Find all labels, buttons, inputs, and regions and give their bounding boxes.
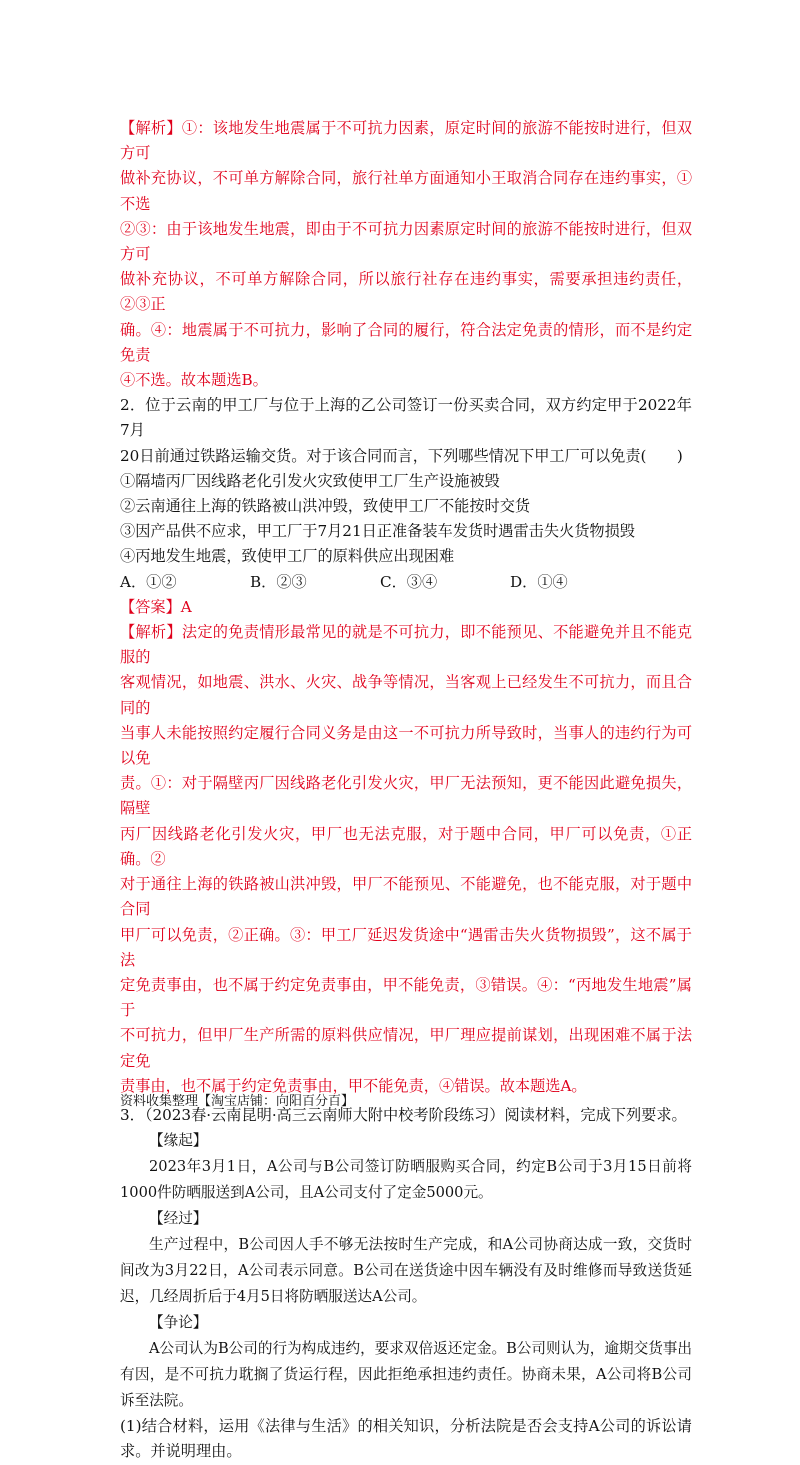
analysis-q1 [120, 116, 692, 393]
section-tag-process: 【经过】 [149, 1210, 208, 1228]
statement-item: ①隔墙丙厂因线路老化引发火灾致使甲工厂生产设施被毁 [120, 471, 500, 490]
page-footer: 资料收集整理【淘宝店铺：向阳百分百】 [120, 1094, 355, 1109]
section-tag-origin: 【缘起】 [149, 1132, 208, 1150]
statement-item: ②云南通往上海的铁路被山洪冲毁，致使甲工厂不能按时交货 [120, 497, 531, 516]
analysis-line: 不可抗力，但甲厂生产所需的原料供应情况，甲厂理应提前谋划，出现困难不属于法定免 [120, 1026, 692, 1070]
analysis-line: 确。④：地震属于不可抗力，影响了合同的履行，符合法定免责的情形，而不是约定免责 [120, 320, 692, 364]
analysis-line: 定免责事由，也不属于约定免责事由，甲不能免责，③错误。④：“丙地发生地震”属于 [120, 975, 692, 1020]
option-d: D．①④ [510, 572, 568, 591]
material-process: 生产过程中，B公司因人手不够无法按时生产完成，和A公司协商达成一致，交货时间改为3月22日，A公司表示同意。B公司在送货途中因车辆没有及时维修而导致送货延迟，几经周折后于4月5日将防晒服送达A公司。 [120, 1236, 692, 1306]
answer-key: 【答案】A [120, 597, 192, 616]
analysis-line: 责事由，也不属于约定免责事由，甲不能免责，④错误。故本题选A。 [120, 1076, 587, 1095]
question-2 [120, 393, 692, 1099]
analysis-line: ②③：由于该地发生地震，即由于不可抗力因素原定时间的旅游不能按时进行，但双方可 [120, 219, 692, 264]
document-page [120, 116, 692, 1465]
option-b: B．②③ [250, 572, 307, 591]
section-tag-dispute: 【争论】 [149, 1314, 208, 1332]
analysis-line: 做补充协议，不可单方解除合同，旅行社单方面通知小王取消合同存在违约事实，①不选 [120, 169, 692, 213]
material-dispute: A公司认为B公司的行为构成违约，要求双倍返还定金。B公司则认为，逾期交货事出有因，是不可抗力耽搁了货运行程，因此拒绝承担违约责任。协商未果，A公司将B公司诉至法院。 [120, 1340, 692, 1410]
question-stem-line: 2．位于云南的甲工厂与位于上海的乙公司签订一份买卖合同，双方约定甲于2022年7月 [120, 396, 692, 440]
analysis-line: 【解析】①：该地发生地震属于不可抗力因素，原定时间的旅游不能按时进行，但双方可 [120, 119, 692, 163]
option-c: C．③④ [380, 572, 438, 591]
answer-options [120, 570, 692, 595]
analysis-line: 责。①：对于隔壁丙厂因线路老化引发火灾，甲厂无法预知，更不能因此避免损失，隔壁 [120, 774, 692, 818]
question-stem-line: 20日前通过铁路运输交货。对于该合同而言，下列哪些情况下甲工厂可以免责( ) [120, 446, 683, 465]
statement-item: ③因产品供不应求，甲工厂于7月21日正准备装车发货时遇雷击失火货物损毁 [120, 522, 635, 541]
analysis-line: 丙厂因线路老化引发火灾，甲厂也无法克服，对于题中合同，甲厂可以免责，①正确。② [120, 824, 692, 868]
question-3 [120, 1103, 692, 1465]
analysis-line: 【解析】法定的免责情形最常见的就是不可抗力，即不能预见、不能避免并且不能克服的 [120, 623, 692, 667]
analysis-line: 当事人未能按照约定履行合同义务是由这一不可抗力所导致时，当事人的违约行为可以免 [120, 723, 692, 768]
analysis-line: 甲厂可以免责，②正确。③：甲工厂延迟发货途中“遇雷击失火货物损毁”，这不属于法 [120, 925, 692, 969]
analysis-line: 做补充协议，不可单方解除合同，所以旅行社存在违约事实，需要承担违约责任，②③正 [120, 270, 692, 314]
analysis-line: 客观情况，如地震、洪水、火灾、战争等情况，当客观上已经发生不可抗力，而且合同的 [120, 673, 692, 717]
option-a: A．①② [120, 572, 177, 591]
analysis-line: ④不选。故本题选B。 [120, 371, 268, 390]
analysis-line: 对于通往上海的铁路被山洪冲毁，甲厂不能预见、不能避免，也不能克服，对于题中合同 [120, 875, 692, 919]
question-stem: 3．（2023春·云南昆明·高三云南师大附中校考阶段练习）阅读材料，完成下列要求。 [120, 1105, 687, 1124]
sub-question-1: (1)结合材料，运用《法律与生活》的相关知识，分析法院是否会支持A公司的诉讼请求。并说明理由。 [120, 1417, 692, 1461]
statement-item: ④丙地发生地震，致使甲工厂的原料供应出现困难 [120, 547, 455, 566]
material-origin: 2023年3月1日，A公司与B公司签订防晒服购买合同，约定B公司于3月15日前将1000件防晒服送到A公司，且A公司支付了定金5000元。 [120, 1158, 692, 1202]
